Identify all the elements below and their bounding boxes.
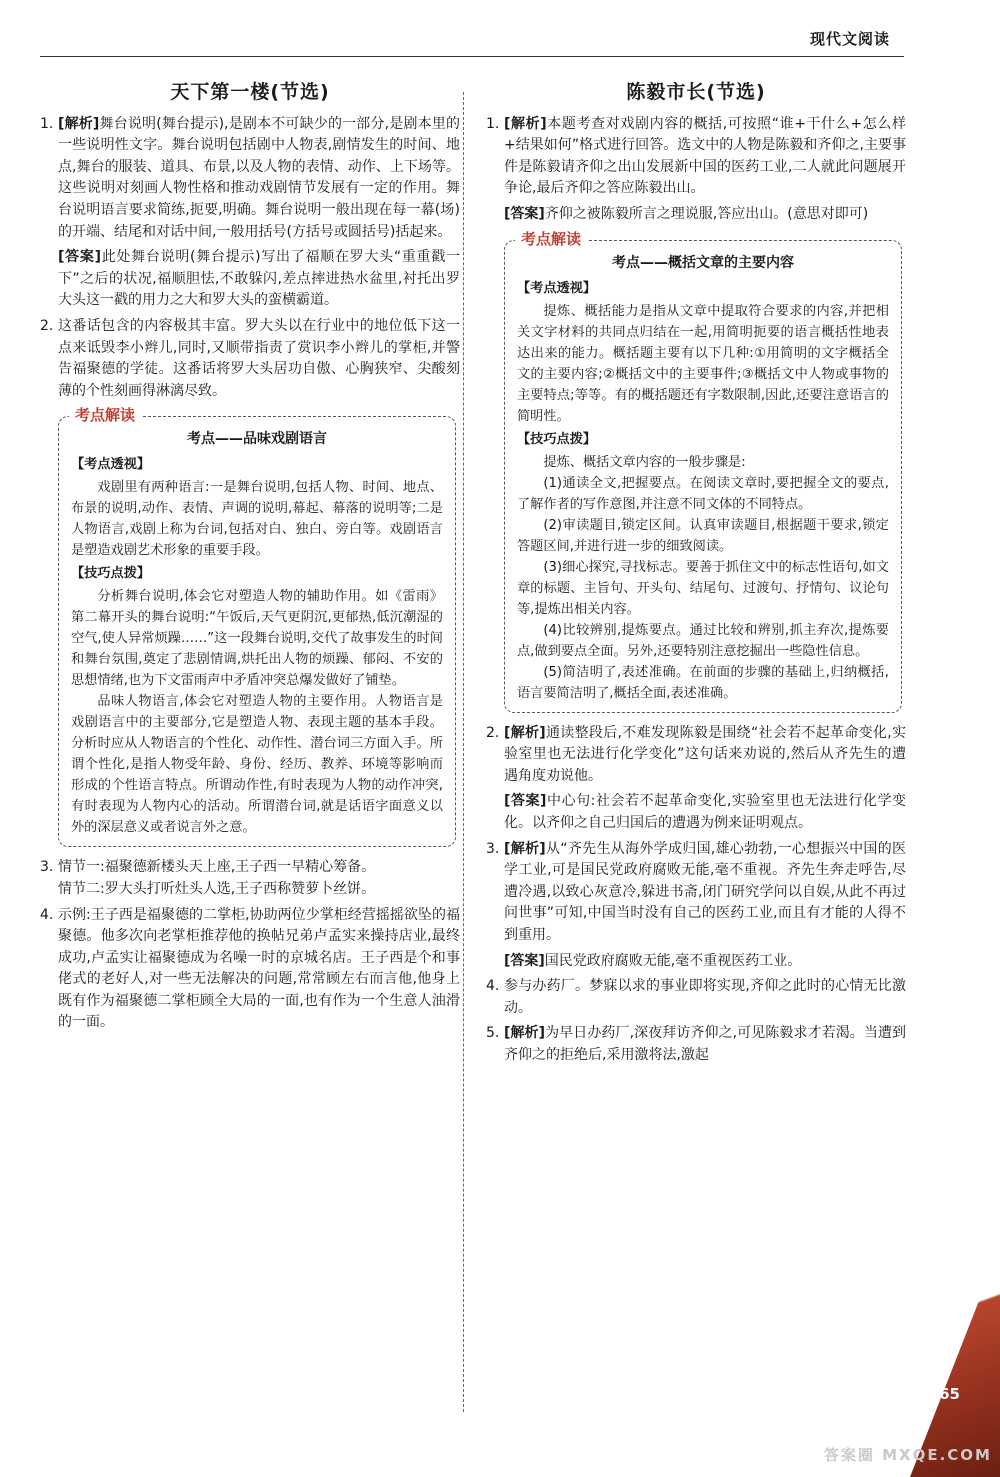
right-key-point-box — [504, 229, 902, 713]
answer-tag: [答案] — [504, 952, 545, 969]
box-subheading: 【考点透视】 — [517, 280, 597, 296]
answer-text: 示例:王子西是福聚德的二掌柜,协助两位少掌柜经营摇摇欲坠的福聚德。他多次向老掌柜推荐他的换帖兄弟卢孟实来操持店业,最终成功,卢孟实让福聚德成为名噪一时的京城名店。王子西是个和事佬式的老好人,对一些无法解决的问题,常常顾左右而言他,他身上既有作为福聚德二掌柜顾全大局的一面,也有作为一个生意人油滑的一面。 — [58, 906, 460, 1031]
step-5: (5)简洁明了,表述准确。在前面的步骤的基础上,归纳概括,语言要简洁明了,概括全面,表述准确。 — [517, 664, 889, 701]
column-divider — [463, 92, 464, 1412]
answer-text: 中心句:社会若不起革命变化,实验室里也无法进行化学变化。以齐仰之自己归国后的遭遇为例来证明观点。 — [504, 793, 907, 831]
right-title: 陈毅市长(节选) — [626, 81, 766, 103]
step-3: (3)细心探究,寻找标志。要善于抓住文中的标志性语句,如文章的标题、主旨句、开头句、结尾句、过渡句、抒情句、议论句等,提炼出相关内容。 — [517, 559, 889, 617]
box-paragraph: 品味人物语言,体会它对塑造人物的主要作用。人物语言是戏剧语言中的主要部分,它是塑造人物、表现主题的基本手段。分析时应从人物语言的个性化、动作性、潜台词三方面入手。所谓个性化,是指人物受年龄、身份、经历、教养、环境等影响而形成的个性语言特点。所谓动作性,有时表现为人物的动作冲突,有时表现为人物内心的活动。所谓潜台词,就是话语字面意义以外的深层意义或者说言外之意。 — [71, 694, 443, 836]
plot-line-1: 情节一:福聚德新楼头天上座,王子西一早精心筹备。 — [58, 859, 376, 876]
answer-text: 参与办药厂。梦寐以求的事业即将实现,齐仰之此时的心情无比激动。 — [504, 978, 906, 1016]
answer-text: 齐仰之被陈毅所言之理说服,答应出山。(意思对即可) — [544, 205, 869, 222]
question-number: 3. — [486, 840, 500, 857]
question-number: 2. — [486, 724, 500, 741]
left-q4 — [40, 905, 460, 1035]
right-column — [486, 70, 906, 1070]
left-q1-answer — [58, 247, 460, 312]
left-title: 天下第一楼(节选) — [170, 81, 330, 103]
box-paragraph: 戏剧里有两种语言:一是舞台说明,包括人物、时间、地点、布景的说明,动作、表情、声调的说明,幕起、幕落的说明等;二是人物语言,戏剧上称为台词,包括对白、独白、旁白等。戏剧语言是塑造戏剧艺术形象的重要手段。 — [71, 480, 443, 559]
right-q3 — [486, 839, 906, 947]
right-q1 — [486, 114, 906, 200]
question-number: 1. — [40, 115, 54, 132]
analysis-text: 从“齐先生从海外学成归国,雄心勃勃,一心想振兴中国的医学工业,可是国民党政府腐败无能,毫不重视。齐先生奔走呼告,尽遭冷遇,以致心灰意冷,躲进书斋,闭门研究学问以自娱,从此不再过问世事”可知,中国当时没有自己的医药工业,而且有才能的人得不到重用。 — [504, 840, 906, 943]
left-q3 — [40, 857, 460, 900]
right-q2 — [486, 723, 906, 788]
analysis-tag: [解析] — [504, 724, 546, 741]
left-column — [40, 70, 460, 1038]
step-4: (4)比较辨别,提炼要点。通过比较和辨别,抓主弃次,提炼要点,做到要点全面。另外,还要特别注意挖掘出一些隐性信息。 — [517, 622, 889, 659]
answer-tag: [答案] — [504, 205, 545, 222]
box-paragraph: 提炼、概括文章内容的一般步骤是: — [543, 454, 746, 470]
answer-text: 此处舞台说明(舞台提示)写出了福顺在罗大头“重重戳一下”之后的状况,福顺胆怯,不敢躲闪,差点摔进热水盆里,衬托出罗大头这一戳的用力之大和罗大头的蛮横霸道。 — [58, 249, 461, 309]
right-q3-answer — [504, 951, 906, 973]
analysis-text: 舞台说明(舞台提示),是剧本不可缺少的一部分,是剧本里的一些说明性文字。舞台说明包括剧中人物表,剧情发生的时间、地点,舞台的服装、道具、布景,以及人物的表情、动作、上下场等。这些说明对刻画人物性格和推动戏剧情节发展有一定的作用。舞台说明语言要求简练,扼要,明确。舞台说明一般出现在每一幕(场)的开端、结尾和对话中间,一般用括号(方括号或圆括号)括起来。 — [58, 115, 461, 240]
analysis-tag: [解析] — [58, 115, 100, 132]
page-number: 65 — [939, 1385, 960, 1403]
left-key-point-box — [58, 406, 456, 847]
box-paragraph: 分析舞台说明,体会它对塑造人物的辅助作用。如《雷雨》第二幕开头的舞台说明:“午饭后,天气更阴沉,更郁热,低沉潮湿的空气,使人异常烦躁……”这一段舞台说明,交代了故事发生的时间和舞台氛围,奠定了悲剧情调,烘托出人物的烦躁、郁闷、不安的思想情绪,也为下文雷雨声中矛盾冲突总爆发做好了铺垫。 — [71, 589, 443, 689]
step-2: (2)审读题目,锁定区间。认真审读题目,根据题干要求,锁定答题区间,并进行进一步的细致阅读。 — [517, 517, 889, 554]
analysis-text: 本题考查对戏剧内容的概括,可按照“谁+干什么+怎么样+结果如何”格式进行回答。选文中的人物是陈毅和齐仰之,主要事件是陈毅请齐仰之出山发展新中国的医药工业,二人就此问题展开争论,最后齐仰之答应陈毅出山。 — [504, 115, 907, 197]
right-q2-answer — [504, 791, 906, 834]
answer-tag: [答案] — [504, 793, 547, 810]
analysis-text: 通读整段后,不难发现陈毅是围绕“社会若不起革命变化,实验室里也无法进行化学变化”这句话来劝说的,然后从齐先生的遭遇角度劝说他。 — [504, 724, 906, 784]
section-header: 现代文阅读 — [809, 30, 890, 48]
page-corner-decoration — [910, 1247, 1000, 1477]
right-q4 — [486, 976, 906, 1019]
analysis-tag: [解析] — [504, 115, 547, 132]
analysis-text: 为早日办药厂,深夜拜访齐仰之,可见陈毅求才若渴。当遭到齐仰之的拒绝后,采用激将法,激起 — [504, 1025, 906, 1063]
box-subheading: 【技巧点拨】 — [71, 566, 151, 582]
plot-line-2: 情节二:罗大头打听灶头人选,王子西称赞萝卜丝饼。 — [58, 880, 376, 897]
question-number: 5. — [486, 1025, 500, 1042]
box-title: 考点——概括文章的主要内容 — [612, 254, 794, 271]
answer-tag: [答案] — [58, 249, 101, 266]
question-number: 4. — [486, 978, 500, 995]
watermark-logo: 答案圈 MXQE.COM — [823, 1446, 992, 1464]
box-subheading: 【考点透视】 — [71, 457, 151, 473]
question-number: 4. — [40, 906, 54, 923]
box-subheading: 【技巧点拨】 — [517, 431, 597, 447]
box-paragraph: 提炼、概括能力是指从文章中提取符合要求的内容,并把相关文字材料的共同点归结在一起,用简明扼要的语言概括性地表达出来的能力。概括题主要有以下几种:①用简明的文字概括全文的主要内容;②概括文中的主要事件;③概括文中人物或事物的主要特点;等等。有的概括题还有字数限制,因此,还要注意语言的简明性。 — [517, 303, 889, 424]
box-title: 考点——品味戏剧语言 — [187, 431, 327, 448]
question-number: 1. — [486, 115, 500, 132]
question-number: 3. — [40, 859, 54, 876]
step-1: (1)通读全文,把握要点。在阅读文章时,要把握全文的要点,了解作者的写作意图,并注意不同文体的不同特点。 — [517, 475, 889, 512]
header-rule — [40, 56, 904, 57]
box-label: 考点解读 — [69, 405, 141, 426]
box-label: 考点解读 — [515, 229, 587, 250]
answer-text: 国民党政府腐败无能,毫不重视医药工业。 — [544, 952, 802, 969]
analysis-tag: [解析] — [504, 1025, 546, 1042]
left-q2 — [40, 316, 460, 402]
left-q1 — [40, 114, 460, 244]
question-number: 2. — [40, 317, 54, 334]
right-q5 — [486, 1023, 906, 1066]
answer-text: 这番话包含的内容极其丰富。罗大头以在行业中的地位低下这一点来诋毁李小辫儿,同时,又顺带指责了赏识李小辫儿的掌柜,并警告福聚德的学徒。这番话将罗大头居功自傲、心胸狭窄、尖酸刻薄的个性刻画得淋漓尽致。 — [58, 317, 460, 399]
analysis-tag: [解析] — [504, 840, 546, 857]
right-q1-answer — [504, 204, 906, 226]
